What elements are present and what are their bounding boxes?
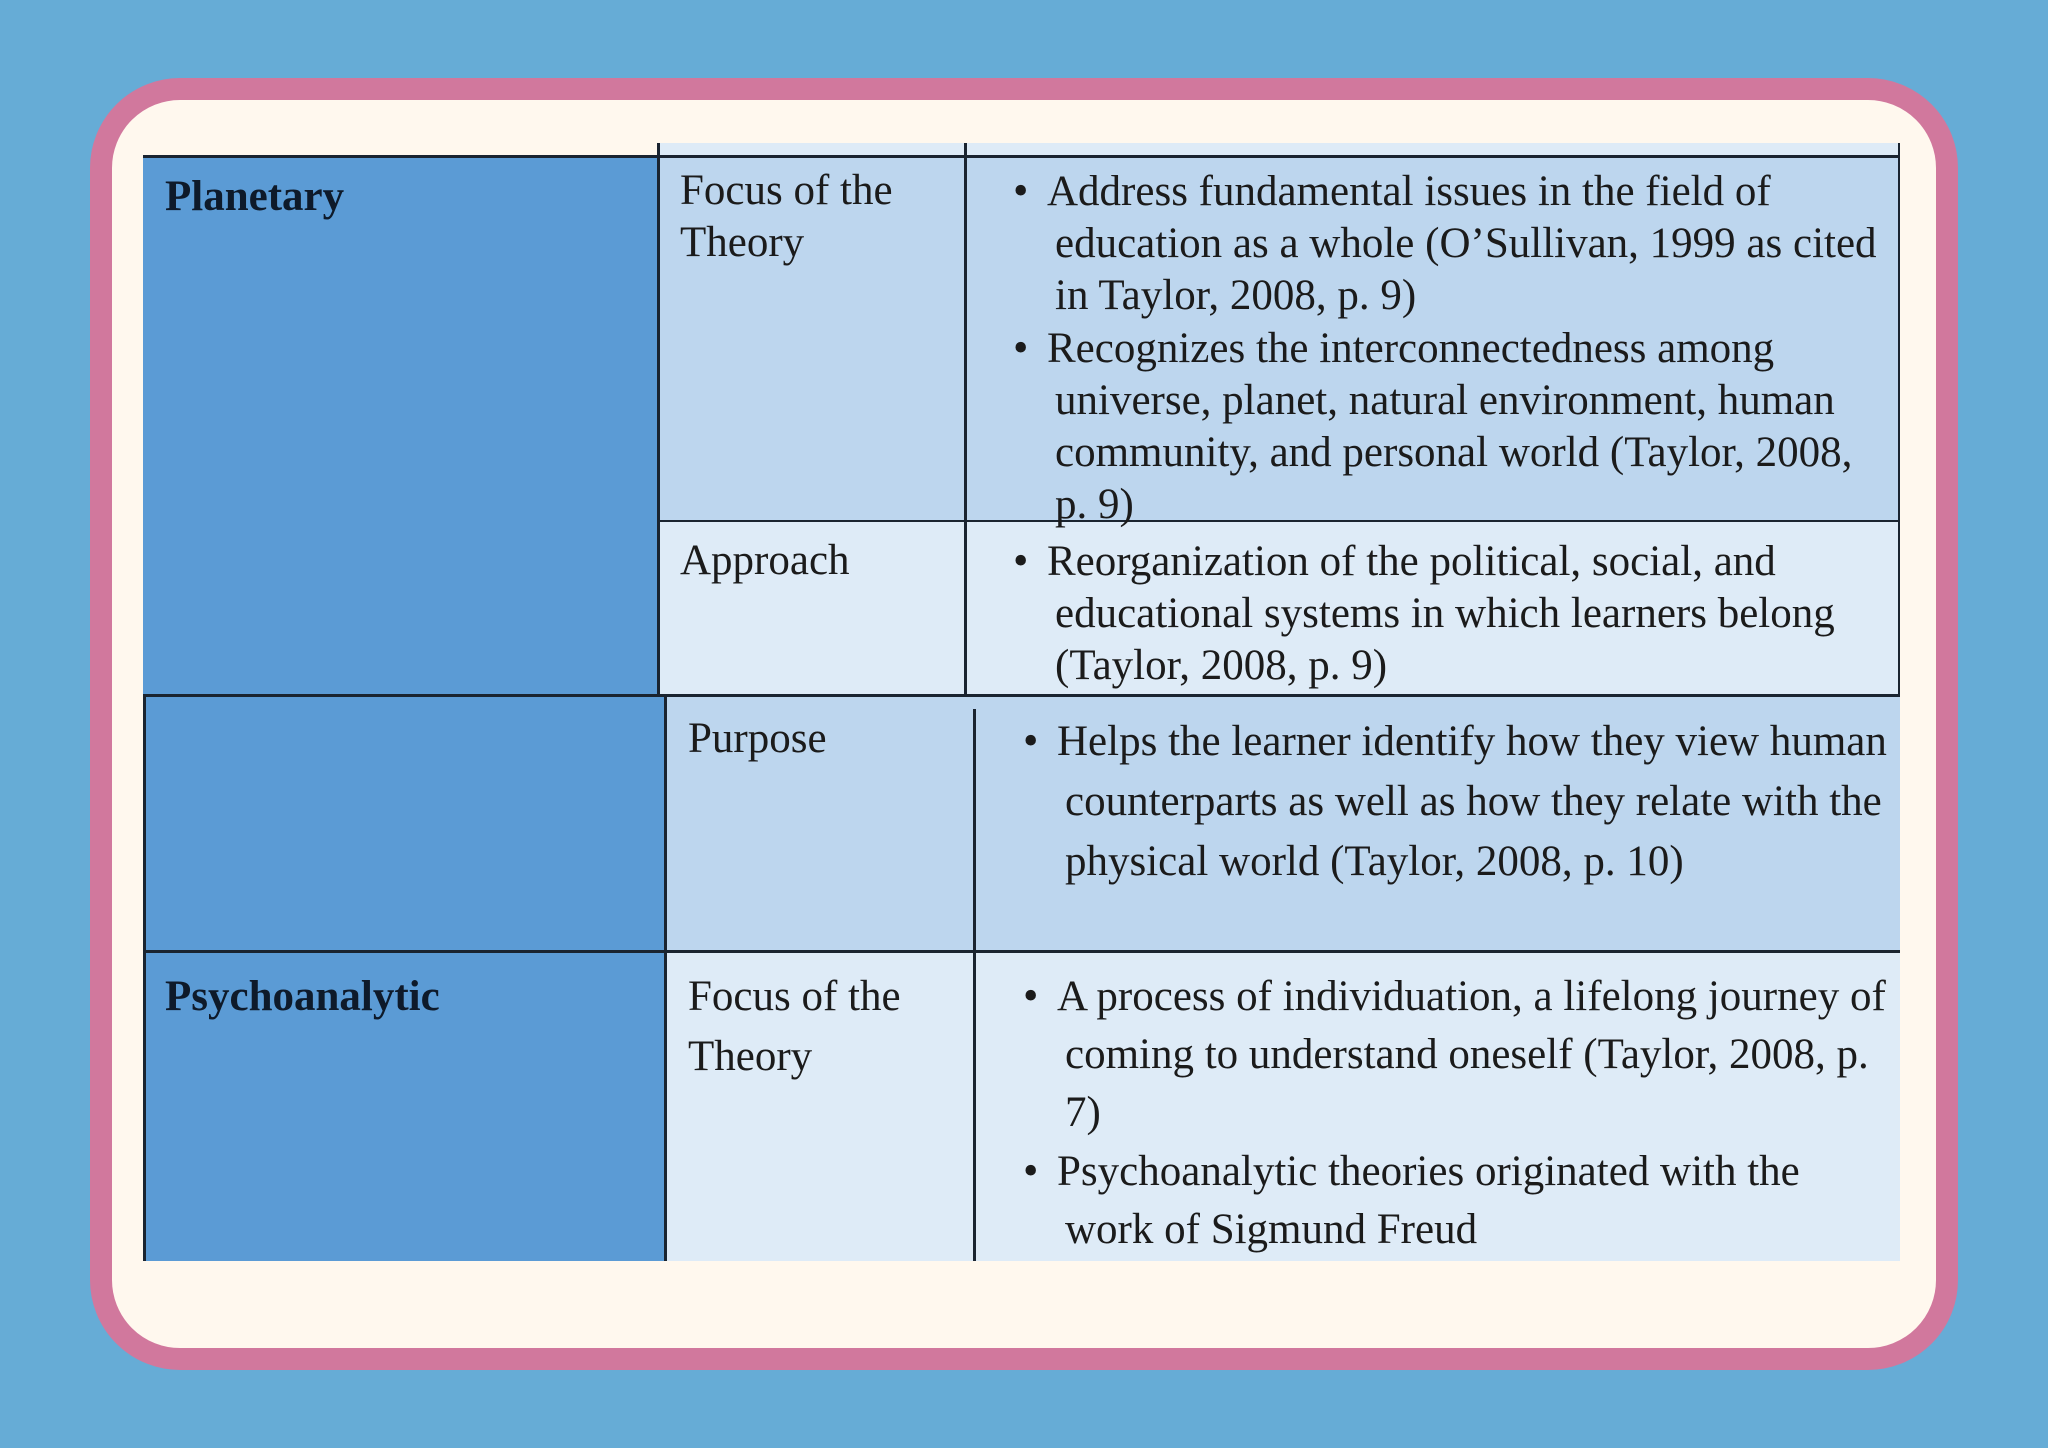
- table-rule: [143, 695, 146, 1261]
- list-item: • Recognizes the interconnectedness among universe, planet, natural environment, human community, and personal world (Taylor, 2008, p. 9): [981, 322, 1891, 531]
- category-label: Planetary: [165, 173, 345, 220]
- list-item: • Reorganization of the political, social, and educational systems in which learners belong (Taylor, 2008, p. 9): [981, 535, 1891, 692]
- bullet-list: [981, 535, 1891, 692]
- aspect-label: Focus of the Theory: [680, 167, 893, 266]
- table-rule: [664, 695, 667, 1261]
- table-cell: [660, 143, 1900, 155]
- aspect-label: Approach: [680, 537, 850, 584]
- theory-table: [143, 143, 1900, 1261]
- list-item: • Psychoanalytic theories originated with the work of Sigmund Freud: [991, 1142, 1893, 1259]
- table-rule: [143, 950, 1900, 953]
- list-item: • Address fundamental issues in the field of education as a whole (O’Sullivan, 1999 as cited in Taylor, 2008, p. 9): [981, 165, 1891, 322]
- aspect-label: Purpose: [688, 715, 827, 762]
- category-cell-empty: [143, 695, 667, 951]
- table-cell: [143, 143, 660, 155]
- table-rule: [143, 155, 1900, 158]
- category-label: Psychoanalytic: [165, 973, 440, 1020]
- table-rule: [657, 143, 660, 695]
- list-item: • Helps the learner identify how they view human counterparts as well as how they relate with the physical world (Taylor, 2008, p. 10): [991, 711, 1893, 892]
- bullet-list: [991, 967, 1893, 1259]
- table-rule: [964, 143, 967, 695]
- bullet-list: [981, 165, 1891, 531]
- table-rule: [143, 694, 1900, 697]
- list-item: • A process of individuation, a lifelong journey of coming to understand oneself (Taylor, 2008, p. 7): [991, 967, 1893, 1142]
- aspect-label: Focus of the Theory: [688, 973, 901, 1080]
- category-cell-planetary: [143, 155, 660, 695]
- table-rule: [1898, 143, 1900, 695]
- bullet-list: [991, 711, 1893, 892]
- table-rule: [973, 709, 976, 1261]
